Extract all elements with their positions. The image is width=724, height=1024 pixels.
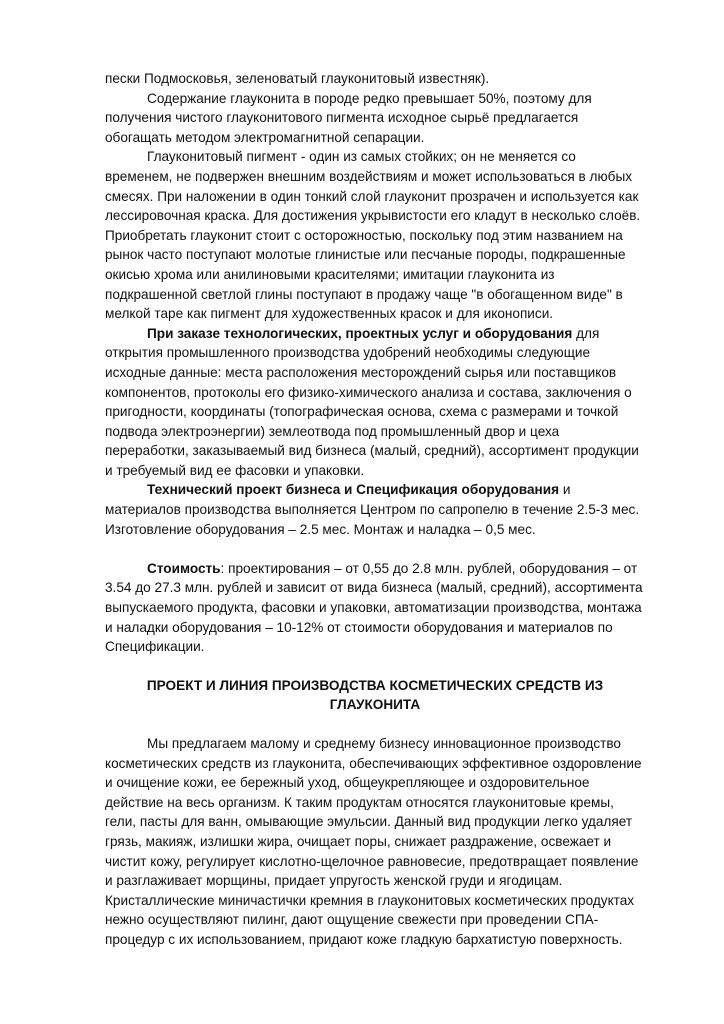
paragraph-glauconite-content: Содержание глауконита в породе редко превышает 50%, поэтому для получения чистого глауконитового пигмента исходное сырьё предлагается обогащать методом электромагнитной сепарации. (105, 90, 592, 145)
technical-project-bold: Технический проект бизнеса и Спецификация оборудования (147, 482, 560, 498)
document-page (105, 69, 645, 950)
order-services-bold: При заказе технологических, проектных услуг и оборудования (147, 325, 573, 341)
section-heading: ПРОЕКТ И ЛИНИЯ ПРОИЗВОДСТВА КОСМЕТИЧЕСКИХ СРЕДСТВ ИЗ ГЛАУКОНИТА (146, 677, 604, 713)
cost-bold: Стоимость (147, 560, 221, 576)
paragraph-sand-limestone: пески Подмосковья, зеленоватый глауконитовый известняк). (105, 71, 490, 86)
paragraph-glauconite-pigment: Глауконитовый пигмент - один из самых стойких; он не меняется со временем, не подвержен внешним воздействиям и может использоваться в любых смесях. При наложении в один тонкий слой глауконит прозрачен и используется как лессировочная краска. Для достижения укрывистости его кладут в несколько слоёв. Приобретать глауконит стоит с осторожностью, поскольку под этим названием на рынок часто поступают молотые глинистые или песчаные породы, подкрашенные окисью хрома или анилиновыми красителями; имитации глауконита из подкрашенной светлой глины поступают в продажу чаще "в обогащенном виде" в мелкой таре как пигмент для художественных красок и для иконописи. (105, 149, 641, 322)
paragraph-cost (105, 559, 645, 657)
cost-text: : проектирования – от 0,55 до 2.8 млн. рублей, оборудования – от 3.54 до 27.3 млн. рублей и зависит от вида бизнеса (малый, средний), ассортимента выпускаемого продукта, фасовки и упаковки, автоматизации производства, монтажа и наладки оборудования – 10-12% от стоимости оборудования и материалов по Спецификации. (105, 560, 643, 655)
order-services-text: для открытия промышленного производства удобрений необходимы следующие исходные данные: места расположения месторождений сырья или поставщиков компонентов, протоколы его физико-химического анализа и состава, заключения о пригодности, координаты (топографическая основа, схема с размерами и точкой подвода электроэнергии) землеотвода под промышленный двор и цеха переработки, заказываемый вид бизнеса (малый, средний), ассортимент продукции и требуемый вид ее фасовки и упаковки. (105, 325, 639, 478)
technical-project-text: и материалов производства выполняется Центром по сапропелю в течение 2.5-3 мес. Изготовление оборудования – 2.5 мес. Монтаж и наладка – 0,5 мес. (105, 482, 640, 537)
paragraph-technical-project (105, 480, 645, 539)
paragraph-cosmetics: Мы предлагаем малому и среднему бизнесу инновационное производство косметических средств из глауконита, обеспечивающих эффективное оздоровление и очищение кожи, ее бережный уход, общеукрепляющее и оздоровительное действие на весь организм. К таким продуктам относятся глауконитовые кремы, гели, пасты для ванн, омывающие эмульсии. Данный вид продукции легко удаляет грязь, макияж, излишки жира, очищает поры, снижает раздражение, освежает и чистит кожу, регулирует кислотно-щелочное равновесие, предотвращает появление и разглаживает морщины, придает упругость женской груди и ягодицам. Кристаллические миничастички кремния в глауконитовых косметических продуктах нежно осуществляют пилинг, дают ощущение свежести при проведении СПА-процедур с их использованием, придают коже гладкую бархатистую поверхность. (105, 736, 642, 947)
paragraph-order-services (105, 324, 645, 481)
